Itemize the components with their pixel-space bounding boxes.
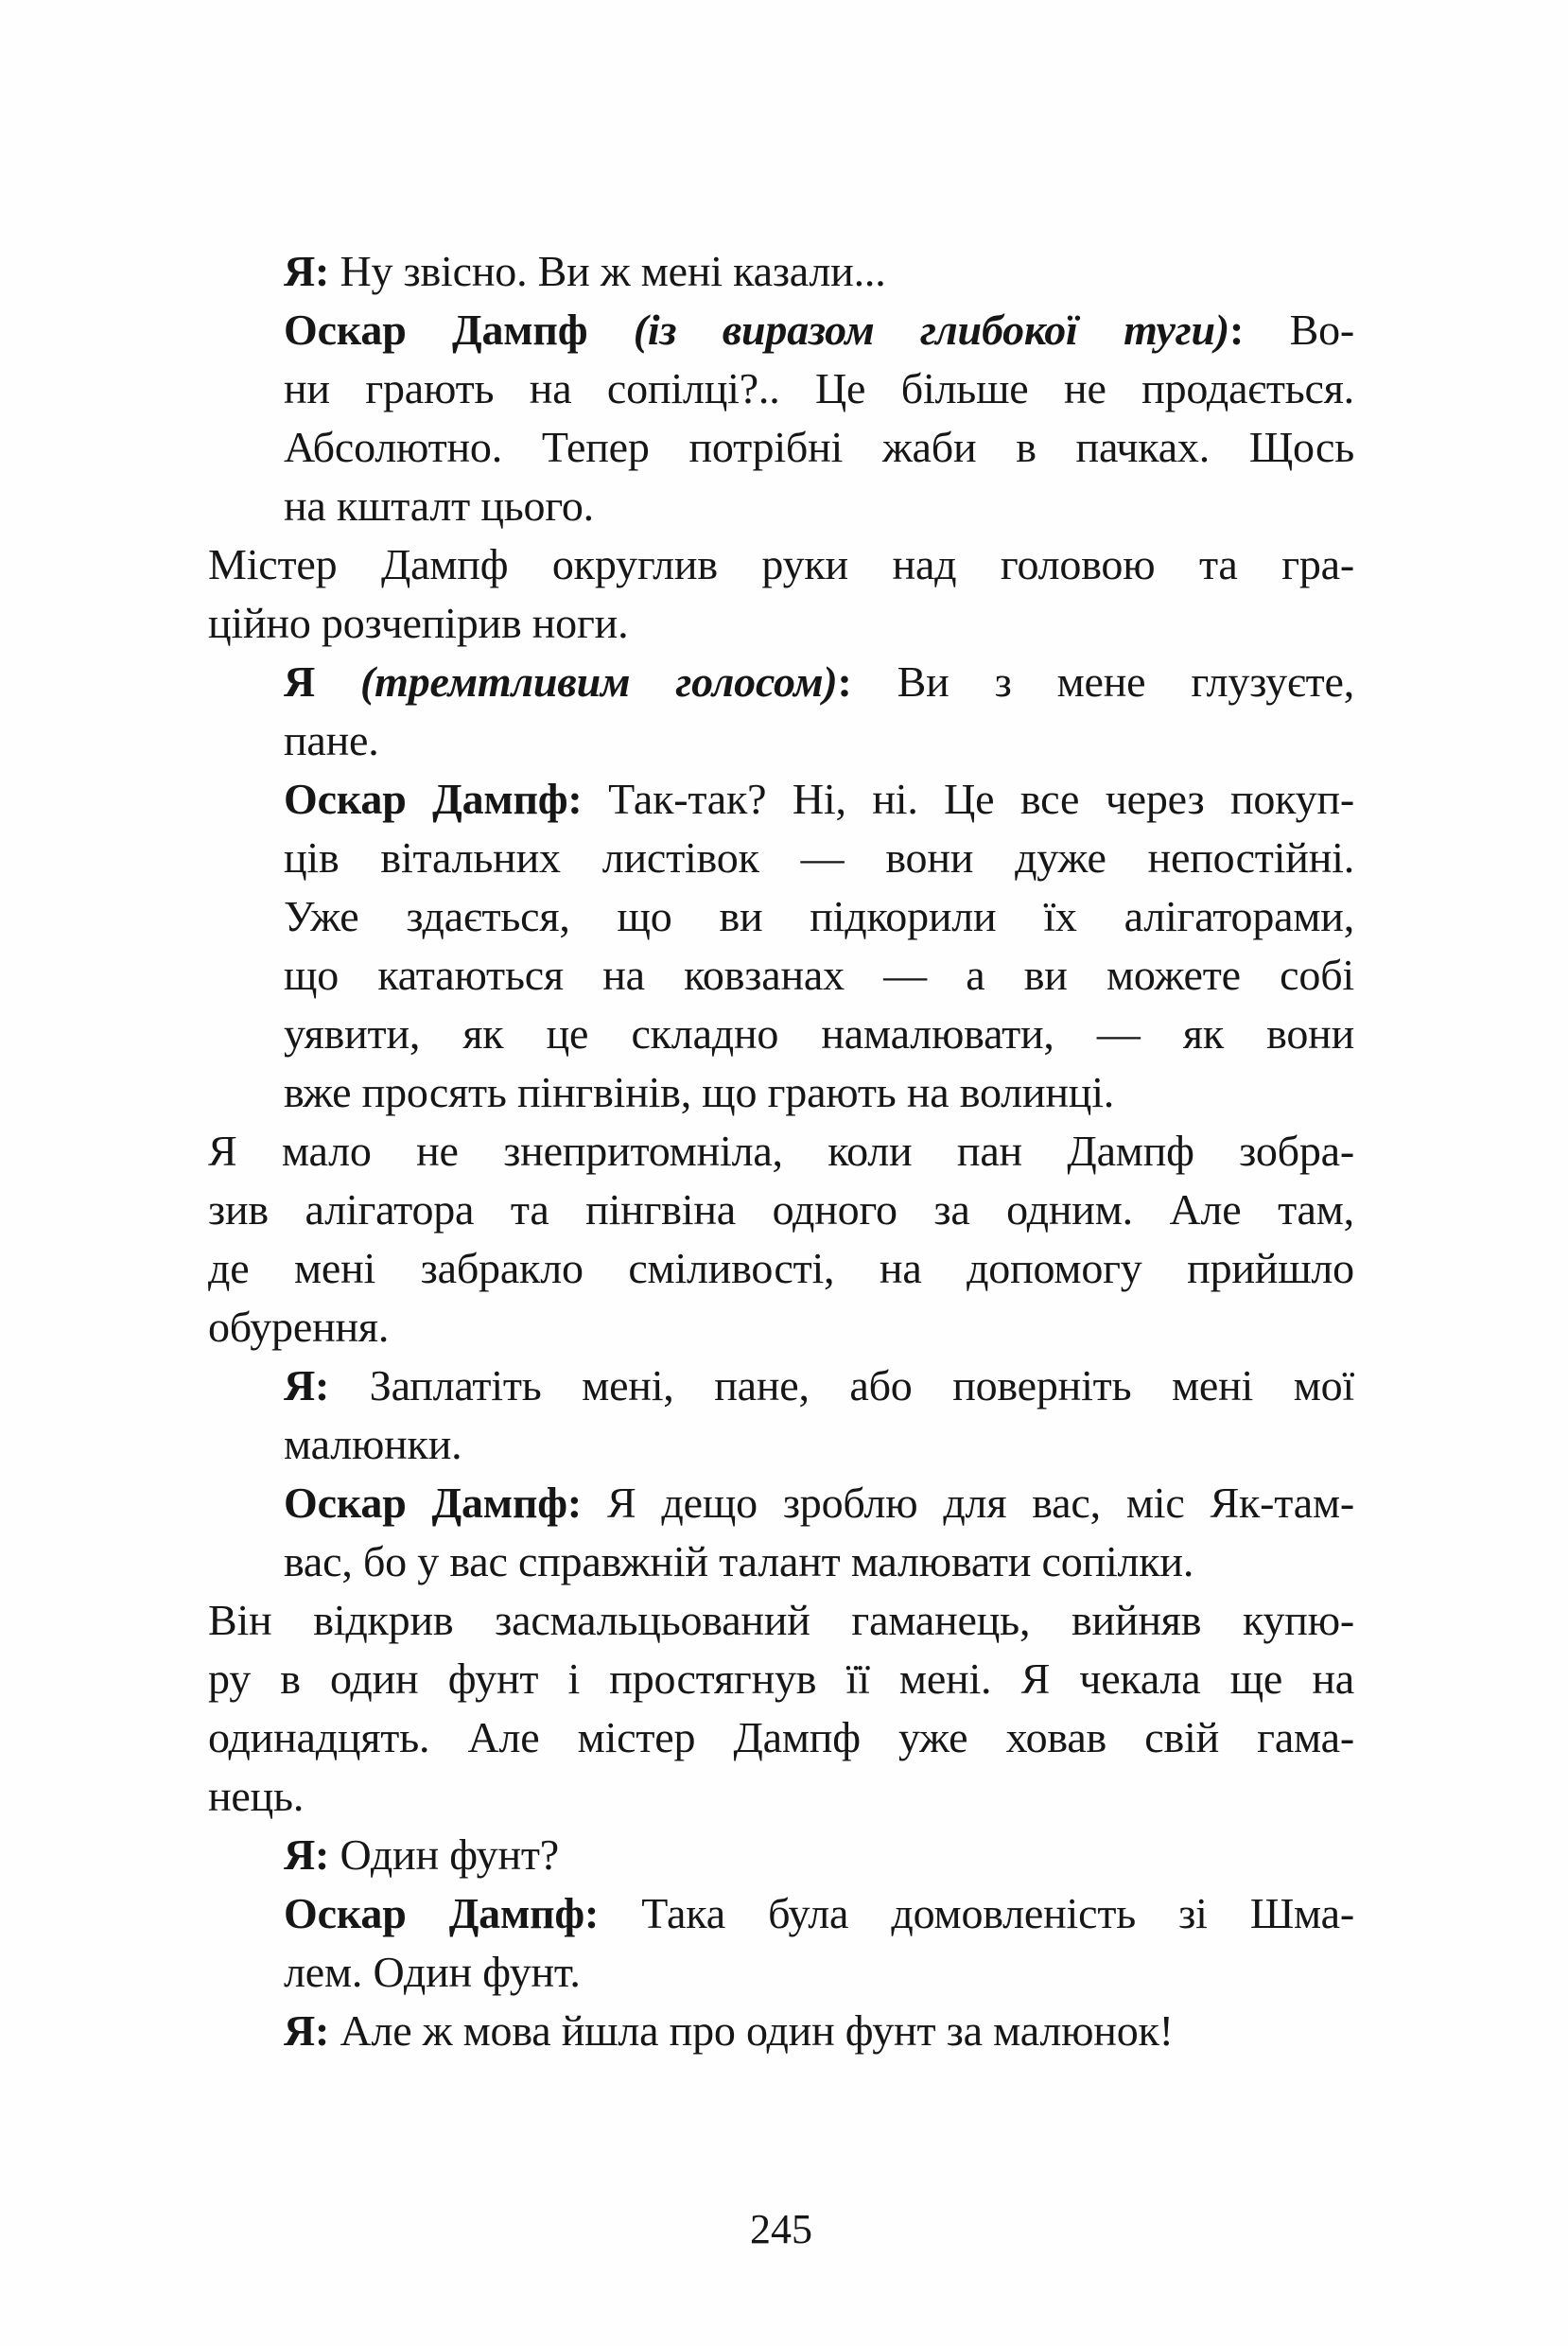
text-line [284,301,1354,359]
text-line [284,1884,1354,1943]
text-segment: обурення. [208,1303,390,1351]
text-line [284,1826,1354,1884]
text-segment: Один фунт? [329,1830,559,1879]
text-segment: Так-так? Ні, ні. Це все через покуп- [582,775,1354,823]
text-block [208,242,1354,2259]
text-segment: уявити, як це складно намалювати, — як вони [284,1009,1354,1058]
text-line [284,1357,1354,1415]
text-segment: малюнки. [284,1420,462,1468]
text-line [284,1005,1354,1063]
text-segment: (тремтливим голосом) [360,657,838,706]
text-line [284,653,1354,711]
text-segment: Він відкрив засмальцьований гаманець, вийняв купю- [208,1596,1354,1644]
text-line [284,1943,1354,2002]
text-segment: Ну звісно. Ви ж мені казали... [329,247,886,295]
text-line [284,242,1354,301]
text-segment: : [1229,306,1245,354]
text-segment: що катаються на ковзанах — а ви можете собі [284,951,1354,999]
text-segment: на кшталт цього. [284,481,594,530]
text-line [284,418,1354,477]
text-segment: Я: [284,1830,330,1879]
text-segment: вас, бо у вас справжній талант малювати сопілки. [284,1537,1194,1585]
text-segment: зив алігатора та пінгвіна одного за одним. Але там, [208,1185,1354,1234]
text-segment: Я: [284,2006,330,2055]
text-line [284,359,1354,418]
text-segment: пане. [284,716,379,764]
page-number: 245 [750,2206,812,2252]
text-segment: ни грають на сопілці?.. Це більше не продається. [284,364,1354,412]
text-line [284,1532,1354,1591]
text-line [208,1767,1354,1826]
text-segment: ційно розчепірив ноги. [208,599,629,647]
text-segment: (із виразом глибокої туги) [633,306,1230,354]
text-line [284,829,1354,887]
text-line [208,594,1354,653]
text-line [284,770,1354,829]
text-segment: Уже здається, що ви підкорили їх алігаторами, [284,892,1354,940]
text-line [284,1063,1354,1122]
text-segment: ру в один фунт і простягнув її мені. Я чекала ще на [208,1654,1354,1703]
text-segment: Абсолютно. Тепер потрібні жаби в пачках. Щось [284,423,1354,471]
text-segment: Така була домовленість зі Шма- [599,1889,1354,1937]
text-segment: Ви з мене глузуєте, [851,657,1354,706]
text-segment: Містер Дампф округлив руки над головою та гра- [208,540,1354,588]
text-segment: Я: [284,1361,330,1409]
text-segment: Оскар Дампф: [284,775,583,823]
text-segment: нець. [208,1772,305,1820]
text-segment: лем. Один фунт. [284,1948,581,1996]
text-line [208,1239,1354,1298]
text-line [208,1122,1354,1181]
text-segment: вже просять пінгвінів, що грають на волинці. [284,1068,1115,1116]
text-segment: Я мало не знепритомніла, коли пан Дампф зобра- [208,1127,1354,1175]
text-segment: одинадцять. Але містер Дампф уже ховав свій гама- [208,1713,1354,1761]
text-line [208,1708,1354,1767]
text-segment: Оскар Дампф [284,306,634,354]
text-segment: Я [284,657,361,706]
text-segment: ців вітальних листівок — вони дуже непостійні. [284,833,1354,882]
text-line [284,477,1354,535]
text-line [284,711,1354,770]
text-line [208,1650,1354,1708]
text-line [208,1298,1354,1357]
text-segment: Оскар Дампф: [284,1889,600,1937]
text-segment: Я дещо зроблю для вас, міс Як-там- [582,1479,1354,1527]
text-line [284,887,1354,946]
text-line [208,535,1354,594]
text-line [284,2002,1354,2060]
text-line [284,1415,1354,1474]
text-segment: Во- [1244,306,1354,354]
text-segment: : [837,657,852,706]
text-segment: Але ж мова йшла про один фунт за малюнок! [329,2006,1174,2055]
text-line [284,1474,1354,1532]
text-line [208,1181,1354,1239]
text-segment: Оскар Дампф: [284,1479,582,1527]
text-segment: Я: [284,247,330,295]
text-segment: де мені забракло сміливості, на допомогу прийшло [208,1244,1354,1292]
text-line [208,1591,1354,1650]
text-line [284,946,1354,1005]
text-segment: Заплатіть мені, пане, або поверніть мені мої [329,1361,1354,1409]
